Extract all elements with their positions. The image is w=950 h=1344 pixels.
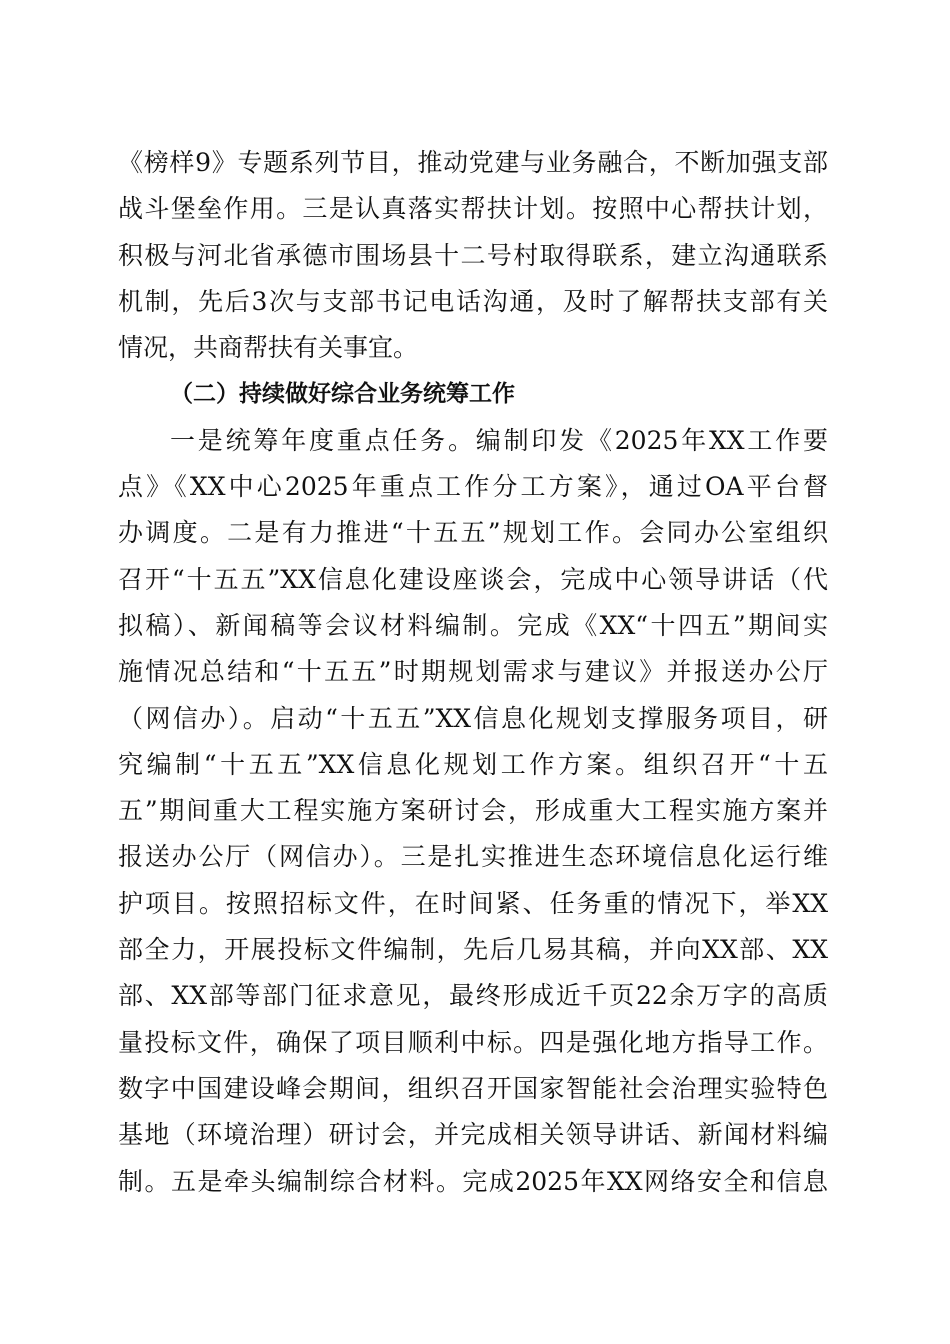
paragraph-1-line: 战斗堡垒作用。三是认真落实帮扶计划。按照中心帮扶计划， (118, 194, 828, 224)
paragraph-2-line: 施情况总结和“十五五”时期规划需求与建议》并报送办公厅 (118, 657, 828, 687)
paragraph-2-line: 护项目。按照招标文件，在时间紧、任务重的情况下，举XX (118, 888, 828, 918)
paragraph-2-line: 量投标文件，确保了项目顺利中标。四是强化地方指导工作。 (118, 1027, 828, 1057)
paragraph-2-line: 究编制“十五五”XX信息化规划工作方案。组织召开“十五 (118, 749, 828, 779)
paragraph-1-line: 积极与河北省承德市围场县十二号村取得联系，建立沟通联系 (118, 240, 828, 270)
paragraph-1-line: 情况，共商帮扶有关事宜。 (118, 333, 419, 363)
paragraph-2-line: 基地（环境治理）研讨会，并完成相关领导讲话、新闻材料编 (118, 1120, 828, 1150)
paragraph-2-line: 召开“十五五”XX信息化建设座谈会，完成中心领导讲话（代 (118, 564, 828, 594)
paragraph-2-line: 部、XX部等部门征求意见，最终形成近千页22余万字的高质 (118, 981, 828, 1011)
paragraph-2-line: 办调度。二是有力推进“十五五”规划工作。会同办公室组织 (118, 518, 828, 548)
document-body (118, 140, 828, 1205)
paragraph-2-line: 拟稿）、新闻稿等会议材料编制。完成《XX“十四五”期间实 (118, 610, 828, 640)
paragraph-2-line: 制。五是牵头编制综合材料。完成2025年XX网络安全和信息 (118, 1166, 828, 1196)
paragraph-2-line: 数字中国建设峰会期间，组织召开国家智能社会治理实验特色 (118, 1073, 828, 1103)
paragraph-2-line: 点》《XX中心2025年重点工作分工方案》，通过OA平台督 (118, 472, 828, 502)
paragraph-2-line: 报送办公厅（网信办）。三是扎实推进生态环境信息化运行维 (118, 842, 828, 872)
paragraph-2-line: 一是统筹年度重点任务。编制印发《2025年XX工作要 (170, 425, 828, 455)
paragraph-2-line: 部全力，开展投标文件编制，先后几易其稿，并向XX部、XX (118, 935, 828, 965)
paragraph-2-line: 五”期间重大工程实施方案研讨会，形成重大工程实施方案并 (118, 796, 828, 826)
paragraph-2-line: （网信办）。启动“十五五”XX信息化规划支撑服务项目，研 (118, 703, 828, 733)
paragraph-1-line: 《榜样9》专题系列节目，推动党建与业务融合，不断加强支部 (118, 148, 828, 177)
section-heading: （二）持续做好综合业务统筹工作 (170, 381, 515, 408)
paragraph-1-line: 机制，先后3次与支部书记电话沟通，及时了解帮扶支部有关 (118, 286, 828, 316)
